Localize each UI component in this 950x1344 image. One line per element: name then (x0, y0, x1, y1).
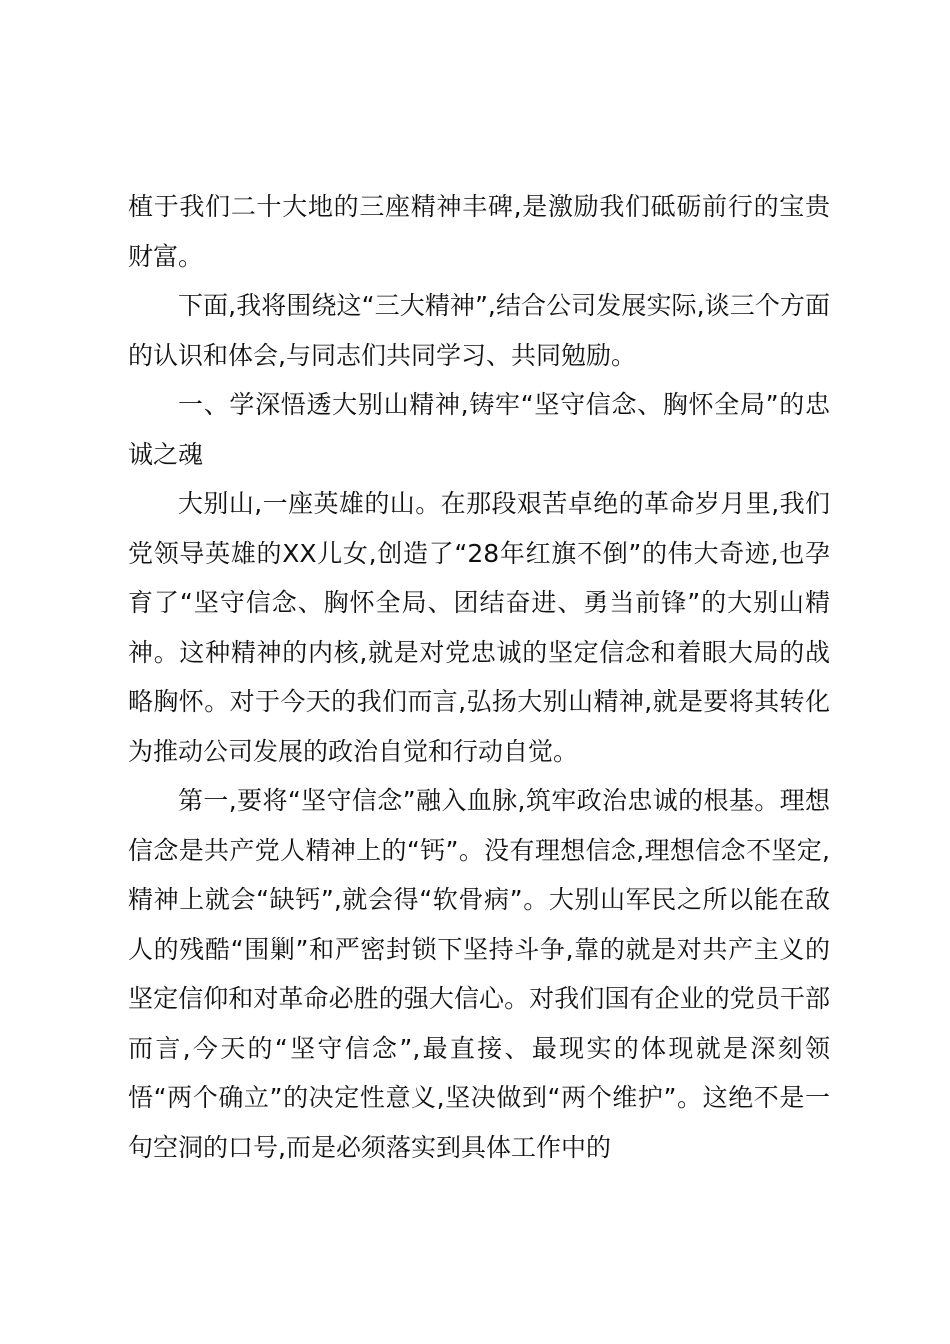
paragraph-intro: 下面,我将围绕这“三大精神”,结合公司发展实际,谈三个方面的认识和体会,与同志们共同学习、共同勉励。 (128, 291, 830, 370)
paragraph-dabieshan: 大别山,一座英雄的山。在那段艰苦卓绝的革命岁月里,我们党领导英雄的XX儿女,创造了“28年红旗不倒”的伟大奇迹,也孕育了“坚守信念、胸怀全局、团结奋进、勇当前锋”的大别山精神。这种精神的内核,就是对党忠诚的坚定信念和着眼大局的战略胸怀。对于今天的我们而言,弘扬大别山精神,就是要将其转化为推动公司发展的政治自觉和行动自觉。 (128, 489, 830, 766)
section-heading-1: 一、学深悟透大别山精神,铸牢“坚守信念、胸怀全局”的忠诚之魂 (128, 390, 830, 469)
paragraph-continuation: 植于我们二十大地的三座精神丰碑,是激励我们砥砺前行的宝贵财富。 (128, 192, 830, 271)
paragraph-first-point: 第一,要将“坚守信念”融入血脉,筑牢政治忠诚的根基。理想信念是共产党人精神上的“钙”。没有理想信念,理想信念不坚定,精神上就会“缺钙”,就会得“软骨病”。大别山军民之所以能在敌人的残酷“围剿”和严密封锁下坚持斗争,靠的就是对共产主义的坚定信仰和对革命必胜的强大信心。对我们国有企业的党员干部而言,今天的“坚守信念”,最直接、最现实的体现就是深刻领悟“两个确立”的决定性意义,坚决做到“两个维护”。这绝不是一句空洞的口号,而是必须落实到具体工作中的 (128, 786, 830, 1162)
document-body (128, 182, 830, 1172)
